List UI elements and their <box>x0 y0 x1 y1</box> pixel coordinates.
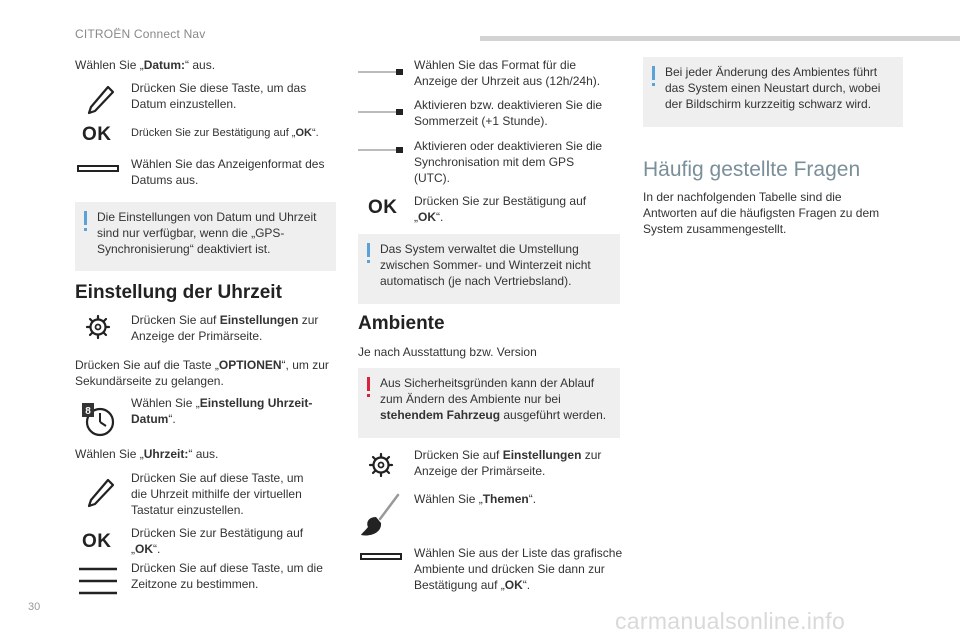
settings-gear-icon <box>367 451 395 479</box>
open-settings-step: Drücken Sie auf Einstellungen zur Anzeige der Primärseite. <box>414 448 602 478</box>
bar-button-icon <box>77 165 119 172</box>
warning-note-ambiente <box>358 368 620 438</box>
warning-bar-icon <box>367 377 370 391</box>
info-note-dst <box>358 234 620 304</box>
info-bar-icon <box>84 211 87 225</box>
section-heading-time: Einstellung der Uhrzeit <box>75 282 282 303</box>
ok-button-icon: OK <box>82 531 112 552</box>
time-format-step: Wählen Sie das Format für die Anzeige der Uhrzeit aus (12h/24h). <box>414 58 601 88</box>
confirm-ok-step: Drücken Sie zur Bestätigung auf „OK“. <box>131 127 319 139</box>
timezone-step: Drücken Sie auf diese Taste, um die Zeitzone zu bestimmen. <box>131 561 323 591</box>
section-heading-ambiente: Ambiente <box>358 313 445 334</box>
watermark: carmanualsonline.info <box>615 608 846 634</box>
toggle-line-icon <box>358 108 404 116</box>
manual-header-title: CITROËN Connect Nav <box>75 27 206 41</box>
confirm-time-step: Drücken Sie zur Bestätigung auf „OK“. <box>131 526 304 556</box>
clock-icon <box>79 398 115 438</box>
faq-intro-text: In der nachfolgenden Tabelle sind die Antworten auf die häufigsten Fragen zu dem System zusammengestellt. <box>643 190 880 236</box>
select-date-instruction: Wählen Sie „Datum:“ aus. <box>75 58 216 72</box>
clock-settings-step: Wählen Sie „Einstellung Uhrzeit-Datum“. <box>131 396 313 426</box>
toggle-line-icon <box>358 146 404 154</box>
settings-gear-icon <box>84 313 112 341</box>
section-heading-faq: Häufig gestellte Fragen <box>643 158 861 181</box>
pencil-icon <box>86 84 116 116</box>
ok-button-icon: OK <box>82 124 112 145</box>
set-time-step: Drücken Sie auf diese Taste, um die Uhrzeit mithilfe der virtuellen Tastatur einzustellen. <box>131 471 304 517</box>
info-note-text: Bei jeder Änderung des Ambientes führt das System einen Neustart durch, wobei der Bildschirm kurzzeitig schwarz wird. <box>665 65 881 111</box>
paint-brush-icon <box>360 493 404 539</box>
info-note-text: Das System verwaltet die Umstellung zwischen Sommer- und Winterzeit nicht automatisch (je nach Vertriebsland). <box>380 242 591 288</box>
confirm-ok-step: Drücken Sie zur Bestätigung auf „OK“. <box>414 194 587 224</box>
set-date-step: Drücken Sie diese Taste, um das Datum einzustellen. <box>131 81 307 111</box>
info-note-date-time <box>75 202 336 271</box>
menu-list-icon <box>79 566 117 596</box>
svg-text:8: 8 <box>85 406 91 417</box>
info-note-restart <box>643 57 903 127</box>
select-time-instruction: Wählen Sie „Uhrzeit:“ aus. <box>75 447 219 461</box>
page-number: 30 <box>28 601 41 613</box>
ok-button-icon: OK <box>368 197 398 218</box>
options-instruction: Drücken Sie auf die Taste „OPTIONEN“, um zur Sekundärseite zu gelangen. <box>75 358 329 388</box>
gps-sync-step: Aktivieren oder deaktivieren Sie die Synchronisation mit dem GPS (UTC). <box>414 139 603 185</box>
pencil-icon <box>86 477 116 509</box>
choose-ambiente-step: Wählen Sie aus der Liste das grafische Ambiente und drücken Sie dann zur Bestätigung auf „OK“. <box>414 546 623 592</box>
open-settings-step: Drücken Sie auf Einstellungen zur Anzeige der Primärseite. <box>131 313 319 343</box>
bar-button-icon <box>360 553 402 560</box>
info-bar-icon <box>367 243 370 257</box>
toggle-line-icon <box>358 68 404 76</box>
themes-step: Wählen Sie „Themen“. <box>414 492 537 506</box>
info-bar-icon <box>652 66 655 80</box>
date-format-step: Wählen Sie das Anzeigenformat des Datums aus. <box>131 157 325 187</box>
summer-time-step: Aktivieren bzw. deaktivieren Sie die Sommerzeit (+1 Stunde). <box>414 98 603 128</box>
info-note-text: Die Einstellungen von Datum und Uhrzeit sind nur verfügbar, wenn die „GPS-Synchronisierung“ deaktiviert ist. <box>97 210 317 256</box>
version-note: Je nach Ausstattung bzw. Version <box>358 345 537 359</box>
warning-note-text: Aus Sicherheitsgründen kann der Ablauf zum Ändern des Ambiente nur bei stehendem Fahrzeug ausgeführt werden. <box>380 376 607 422</box>
header-rule <box>480 36 960 41</box>
